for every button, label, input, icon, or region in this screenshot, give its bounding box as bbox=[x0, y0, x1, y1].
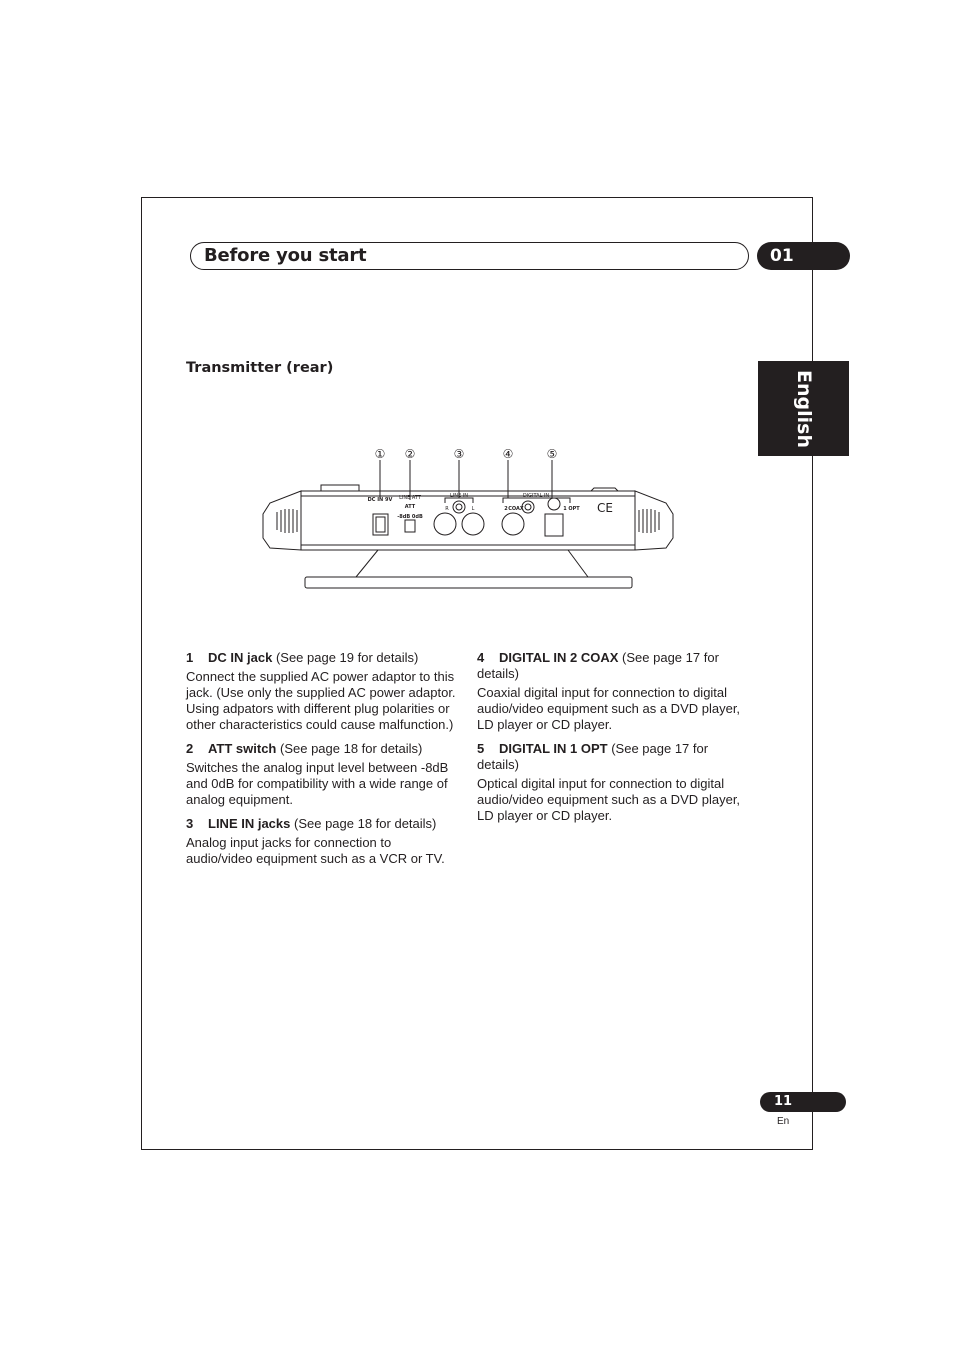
item-3-name: LINE IN jacks bbox=[208, 816, 291, 831]
page-language-code: En bbox=[777, 1116, 790, 1127]
label-r: R bbox=[445, 506, 449, 512]
label-att: ATT bbox=[404, 504, 416, 510]
callout-4: ④ bbox=[502, 447, 514, 461]
item-5-description: Optical digital input for connection to digital audio/video equipment such as a DVD player, LD player or CD player. bbox=[477, 776, 741, 823]
item-3-head: 3 LINE IN jacks (See page 18 for details) bbox=[186, 816, 437, 831]
callout-5: ⑤ bbox=[546, 447, 558, 461]
item-4-description: Coaxial digital input for connection to digital audio/video equipment such as a DVD player, LD player or CD player. bbox=[477, 685, 741, 732]
item-1-head: 1 DC IN jack (See page 19 for details) bbox=[186, 650, 419, 665]
label-coax: COAX bbox=[508, 506, 524, 512]
item-5-ref: (See page 17 for details) bbox=[477, 741, 709, 772]
item-1-ref: (See page 19 for details) bbox=[275, 650, 419, 665]
page-number: 11 bbox=[760, 1092, 846, 1112]
callout-2: ② bbox=[404, 447, 416, 461]
item-5-head: 5 DIGITAL IN 1 OPT (See page 17 for details) bbox=[477, 741, 709, 772]
label-coax-num: 2 bbox=[504, 506, 508, 512]
section-heading: Transmitter (rear) bbox=[186, 360, 334, 376]
item-4-head: 4 DIGITAL IN 2 COAX (See page 17 for details) bbox=[477, 650, 719, 681]
transmitter-rear-diagram bbox=[258, 440, 688, 600]
item-4-name: DIGITAL IN 2 COAX bbox=[499, 650, 619, 665]
chapter-number: 01 bbox=[757, 242, 850, 270]
item-2-head: 2 ATT switch (See page 18 for details) bbox=[186, 741, 423, 756]
label-opt-num: 1 bbox=[563, 506, 567, 512]
label-dc-in: DC IN 9V bbox=[367, 497, 393, 503]
item-2-description: Switches the analog input level between -8dB and 0dB for compatibility with a wide range of analog equipment. bbox=[186, 760, 449, 807]
item-list-left bbox=[186, 650, 458, 875]
label-l: L bbox=[471, 506, 475, 512]
item-3-ref: (See page 18 for details) bbox=[294, 816, 437, 831]
language-tab-label: English bbox=[792, 369, 815, 448]
language-tab bbox=[758, 361, 849, 456]
item-list-right bbox=[477, 650, 743, 832]
callout-3: ③ bbox=[453, 447, 465, 461]
label-digital-in: DIGITAL IN bbox=[522, 493, 550, 499]
chapter-title: Before you start bbox=[204, 245, 367, 266]
item-1-description: Connect the supplied AC power adaptor to this jack. (Use only the supplied AC power adaptor. Using adpators with different plug polarities or other characteristics could cause malfunction.) bbox=[186, 669, 456, 732]
ce-mark: CE bbox=[597, 501, 613, 515]
label-line-in: LINE IN bbox=[450, 493, 468, 499]
label-att-levels: -8dB 0dB bbox=[397, 514, 423, 520]
label-line-att: LINE ATT bbox=[399, 495, 421, 501]
item-5-name: DIGITAL IN 1 OPT bbox=[499, 741, 608, 756]
item-2-ref: (See page 18 for details) bbox=[280, 741, 423, 756]
item-2-name: ATT switch bbox=[208, 741, 277, 756]
item-3-description: Analog input jacks for connection to audio/video equipment such as a VCR or TV. bbox=[186, 835, 445, 866]
item-4-ref: (See page 17 for details) bbox=[477, 650, 719, 681]
label-opt: OPT bbox=[568, 506, 580, 512]
item-1-name: DC IN jack bbox=[208, 650, 273, 665]
callout-1: ① bbox=[374, 447, 386, 461]
chapter-bar bbox=[190, 242, 749, 270]
